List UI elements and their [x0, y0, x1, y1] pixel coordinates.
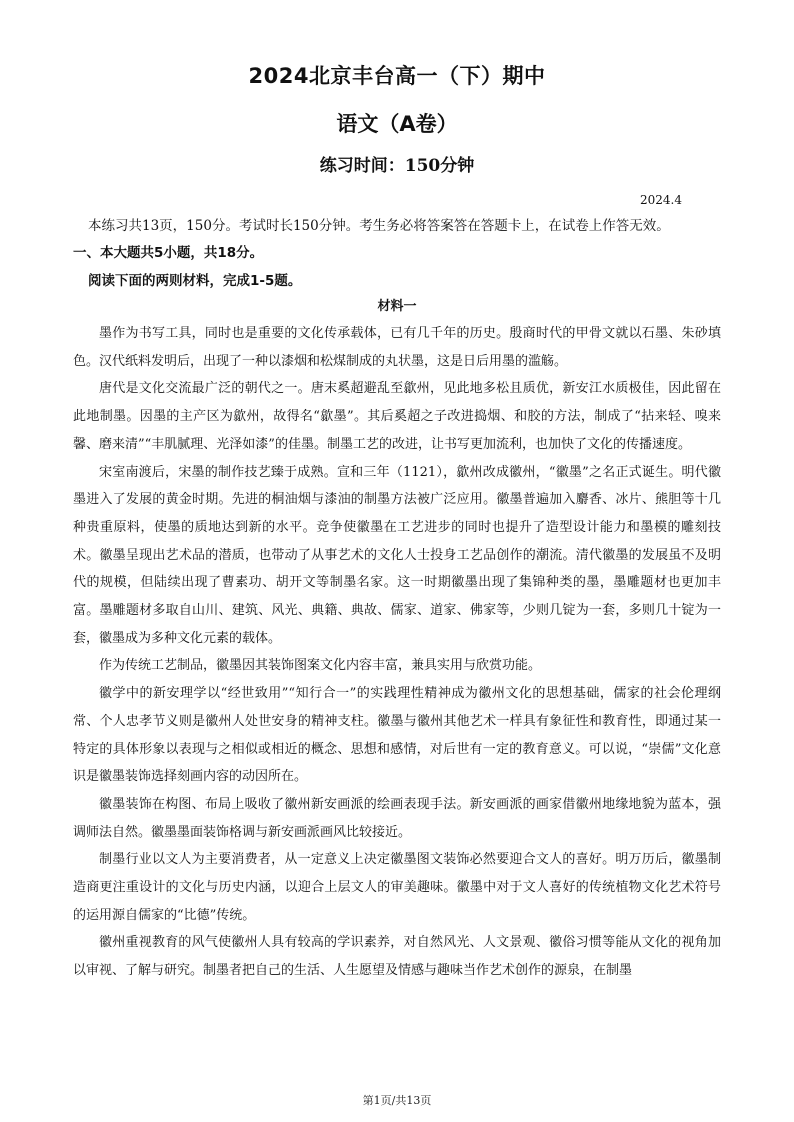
reading-instruction: 阅读下面的两则材料，完成1-5题。 [88, 273, 302, 289]
paragraph: 徽学中的新安理学以“经世致用”“知行合一”的实践理性精神成为徽州文化的思想基础，儒家的社会伦理纲常、个人忠孝节义则是徽州人处世安身的精神支柱。徽墨与徽州其他艺术一样具有象征性和教育性，即通过某一特定的具体形象以表现与之相似或相近的概念、思想和感情，对后世有一定的教育意义。可以说，“崇儒”文化意识是徽墨装饰选择刻画内容的动因所在。 [73, 686, 721, 785]
paragraph: 作为传统工艺制品，徽墨因其装饰图案文化内容丰富，兼具实用与欣赏功能。 [99, 658, 542, 674]
paragraph: 制墨行业以文人为主要消费者，从一定意义上决定徽墨图文装饰必然要迎合文人的喜好。明万历后，徽墨制造商更注重设计的文化与历史内涵，以迎合上层文人的审美趣味。徽墨中对于文人喜好的传统植物文化艺术符号的运用源自儒家的“比德”传统。 [73, 852, 721, 923]
material-title: 材料一 [377, 299, 417, 314]
exam-subtitle: 语文（A卷） [336, 112, 458, 136]
paragraph: 宋室南渡后，宋墨的制作技艺臻于成熟。宣和三年（1121），歙州改成徽州，“徽墨”之名正式诞生。明代徽墨进入了发展的黄金时期。先进的桐油烟与漆油的制墨方法被广泛应用。徽墨普遍加入麝香、冰片、熊胆等十几种贵重原料，使墨的质地达到新的水平。竞争使徽墨在工艺进步的同时也提升了造型设计能力和墨模的雕刻技术。徽墨呈现出艺术品的潜质，也带动了从事艺术的文化人士投身工艺品创作的潮流。清代徽墨的发展虽不及明代的规模，但陆续出现了曹素功、胡开文等制墨名家。这一时期徽墨出现了集锦种类的墨，墨雕题材也更加丰富。墨雕题材多取自山川、建筑、风光、典籍、典故、儒家、道家、佛家等，少则几锭为一套，多则几十锭为一套，徽墨成为多种文化元素的载体。 [73, 464, 721, 646]
section-heading: 一、本大题共5小题，共18分。 [73, 245, 264, 261]
exam-notice: 本练习共13页，150分。考试时长150分钟。考生务必将答案答在答题卡上，在试卷上作答无效。 [88, 218, 670, 234]
exam-date: 2024.4 [640, 193, 682, 207]
exam-duration: 练习时间：150分钟 [319, 156, 475, 176]
exam-title: 2024北京丰台高一（下）期中 [248, 64, 546, 88]
paragraph: 墨作为书写工具，同时也是重要的文化传承载体，已有几千年的历史。殷商时代的甲骨文就以石墨、朱砂填色。汉代纸料发明后，出现了一种以漆烟和松煤制成的丸状墨，这是日后用墨的滥觞。 [73, 326, 721, 369]
material-body [73, 320, 721, 985]
paragraph: 徽州重视教育的风气使徽州人具有较高的学识素养，对自然风光、人文景观、徽俗习惯等能从文化的视角加以审视、了解与研究。制墨者把自己的生活、人生愿望及情感与趣味当作艺术创作的源泉，在制墨 [73, 935, 721, 979]
page-number: 第1页/共13页 [362, 1094, 432, 1107]
paragraph: 唐代是文化交流最广泛的朝代之一。唐末奚超避乱至歙州，见此地多松且质优，新安江水质极佳，因此留在此地制墨。因墨的主产区为歙州，故得名“歙墨”。其后奚超之子改进捣烟、和胶的方法，制成了“拈来轻、嗅来馨、磨来清”“丰肌腻理、光泽如漆”的佳墨。制墨工艺的改进，让书写更加流利，也加快了文化的传播速度。 [73, 381, 721, 452]
paragraph: 徽墨装饰在构图、布局上吸收了徽州新安画派的绘画表现手法。新安画派的画家借徽州地缘地貌为蓝本，强调师法自然。徽墨墨面装饰格调与新安画派画风比较接近。 [73, 796, 721, 840]
